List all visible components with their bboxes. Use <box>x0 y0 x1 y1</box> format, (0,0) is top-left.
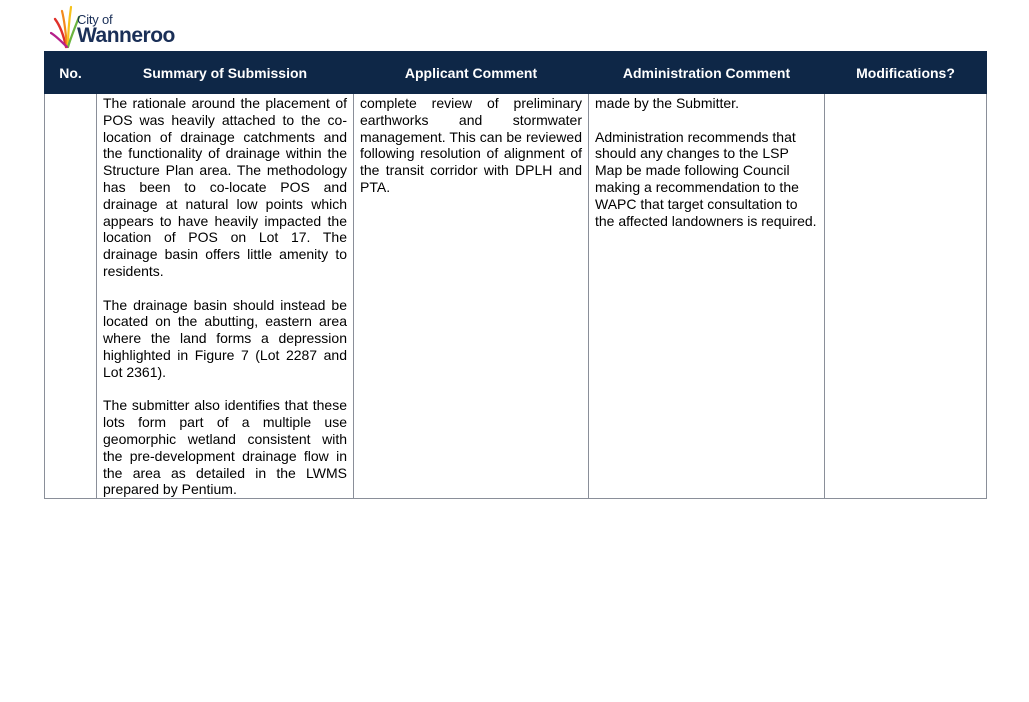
table-row <box>45 94 987 499</box>
header-summary-of-submission: Summary of Submission <box>97 52 354 94</box>
summary-paragraph-1: The rationale around the placement of POS was heavily attached to the co-location of drainage catchments and the functionality of drainage within the Structure Plan area. The methodology has been to co-locate POS and drainage at natural low points which appears to have heavily impacted the location of POS on Lot 17. The drainage basin offers little amenity to residents. <box>103 95 347 279</box>
submissions-table <box>44 51 987 499</box>
header-applicant-comment: Applicant Comment <box>354 52 589 94</box>
logo-plant-icon <box>50 3 80 49</box>
summary-paragraph-2: The drainage basin should instead be located on the abutting, eastern area where the land forms a depression highlighted in Figure 7 (Lot 2287 and Lot 2361). <box>103 296 347 380</box>
header-no: No. <box>45 52 97 94</box>
header-administration-comment: Administration Comment <box>589 52 825 94</box>
administration-paragraph-2: Administration recommends that should any changes to the LSP Map be made following Council making a recommendation to the WAPC that target consultation to the affected landowners is required. <box>595 128 817 229</box>
cell-administration-comment <box>589 94 825 499</box>
city-of-wanneroo-logo <box>50 3 180 49</box>
header-modifications: Modifications? <box>825 52 987 94</box>
summary-paragraph-3: The submitter also identifies that these lots form part of a multiple use geomorphic wetland consistent with the pre-development drainage flow in the area as detailed in the LWMS prepared by Pentium. <box>103 397 347 498</box>
cell-applicant-comment <box>354 94 589 499</box>
cell-modifications <box>825 94 987 499</box>
logo-wanneroo-text: Wanneroo <box>77 24 175 47</box>
administration-paragraph-1: made by the Submitter. <box>595 95 739 111</box>
cell-no <box>45 94 97 499</box>
applicant-paragraph-1: complete review of preliminary earthworks and stormwater management. This can be reviewed following resolution of alignment of the transit corridor with DPLH and PTA. <box>360 95 582 195</box>
logo-city-of-text: City of <box>77 12 113 27</box>
table-header-row <box>45 52 987 94</box>
cell-summary <box>97 94 354 499</box>
